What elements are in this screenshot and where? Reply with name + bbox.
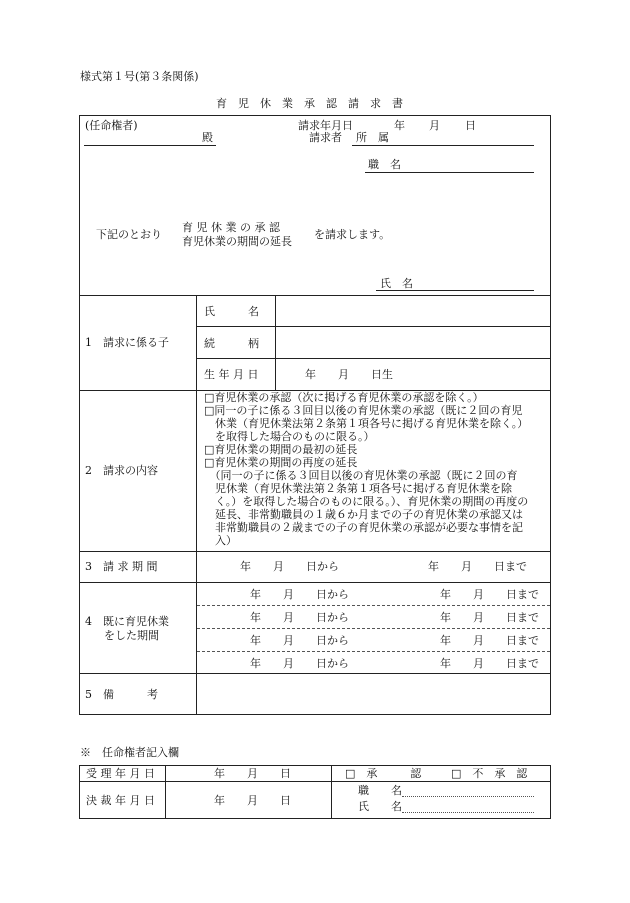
authority-section-heading: ※ 任命権者記入欄 xyxy=(80,746,179,759)
past-period-to[interactable]: 年 月 日まで xyxy=(440,588,539,601)
decision-date-label: 決 裁 年 月 日 xyxy=(86,794,155,807)
content-text-line: 入） xyxy=(204,534,237,547)
section-content-label: 2 請求の内容 xyxy=(85,464,158,477)
request-date-month[interactable]: 月 xyxy=(429,119,440,132)
affiliation-label: 所 属 xyxy=(356,131,389,144)
name-label: 氏 名 xyxy=(380,277,413,290)
section-child-label: 1 請求に係る子 xyxy=(85,336,169,349)
option-leave-approval[interactable]: 育 児 休 業 の 承 認 xyxy=(182,221,280,234)
content-text-line: 児休業（育児休業法第２条第１項各号に掲げる育児休業を除 xyxy=(204,482,512,495)
child-relation-label: 続 柄 xyxy=(204,337,259,350)
child-name-field[interactable] xyxy=(277,297,549,325)
past-period-from[interactable]: 年 月 日から xyxy=(250,588,349,601)
past-period-to[interactable]: 年 月 日まで xyxy=(440,634,539,647)
content-text-line: 休業（育児休業法第２条第１項各号に掲げる育児休業を除く。） xyxy=(204,417,529,430)
dono-label: 殿 xyxy=(202,131,213,144)
reject-checkbox[interactable]: □ 不 承 認 xyxy=(451,767,528,780)
form-number: 様式第１号(第３条関係) xyxy=(80,70,199,83)
content-text-line: く。）を取得した場合のものに限る。）、育児休業の期間の再度の xyxy=(204,495,529,508)
content-text-line: 延長、非常勤職員の１歳６か月までの子の育児休業の承認又は xyxy=(204,508,523,521)
child-birth-value[interactable]: 年 月 日生 xyxy=(305,368,393,381)
form-title: 育 児 休 業 承 認 請 求 書 xyxy=(216,97,403,110)
requester-label: 請求者 xyxy=(309,131,342,144)
content-text-line: を取得した場合のものに限る。） xyxy=(204,430,375,443)
option-leave-extension[interactable]: 育児休業の期間の延長 xyxy=(182,235,292,248)
content-text-line: 非常勤職員の２歳までの子の育児休業の承認が必要な事情を記 xyxy=(204,521,523,534)
request-date-day[interactable]: 日 xyxy=(465,119,476,132)
section-remarks-label: 5 備 考 xyxy=(85,688,158,701)
section-period-label: 3 請 求 期 間 xyxy=(85,560,158,573)
section-past-label: 4 既に育児休業 xyxy=(85,615,169,628)
authority-name-field[interactable] xyxy=(402,812,534,813)
content-option-third-approval[interactable]: □同一の子に係る３回目以後の育児休業の承認（既に２回の育児 xyxy=(204,404,523,417)
past-period-from[interactable]: 年 月 日から xyxy=(250,634,349,647)
affiliation-field[interactable] xyxy=(352,145,534,146)
request-date-label: 請求年月日 xyxy=(298,119,353,132)
child-name-label: 氏 名 xyxy=(204,305,259,318)
child-birth-label: 生 年 月 日 xyxy=(204,368,259,381)
position-label: 職 名 xyxy=(368,158,401,171)
section-past-label-line2: をした期間 xyxy=(104,629,159,642)
period-from[interactable]: 年 月 日から xyxy=(240,560,339,573)
statement-suffix: を請求します。 xyxy=(314,228,391,241)
past-period-to[interactable]: 年 月 日まで xyxy=(440,657,539,670)
remarks-field[interactable] xyxy=(198,675,548,713)
authority-label: (任命権者) xyxy=(85,119,138,132)
content-option-approval[interactable]: □育児休業の承認（次に掲げる育児休業の承認を除く。） xyxy=(204,391,484,404)
request-date-year[interactable]: 年 xyxy=(394,119,405,132)
received-date-value[interactable]: 年 月 日 xyxy=(214,767,291,780)
content-option-second-extension[interactable]: □育児休業の期間の再度の延長 xyxy=(204,456,358,469)
position-field[interactable] xyxy=(365,172,534,173)
decision-date-value[interactable]: 年 月 日 xyxy=(214,794,291,807)
period-to[interactable]: 年 月 日まで xyxy=(428,560,527,573)
past-period-from[interactable]: 年 月 日から xyxy=(250,657,349,670)
authority-name-label: 氏 名 xyxy=(358,800,402,813)
received-date-label: 受 理 年 月 日 xyxy=(86,767,155,780)
authority-position-field[interactable] xyxy=(402,796,534,797)
statement-prefix: 下記のとおり xyxy=(96,228,162,241)
past-period-from[interactable]: 年 月 日から xyxy=(250,611,349,624)
past-period-to[interactable]: 年 月 日まで xyxy=(440,611,539,624)
content-option-first-extension[interactable]: □育児休業の期間の最初の延長 xyxy=(204,443,358,456)
content-text-line: （同一の子に係る３回目以後の育児休業の承認（既に２回の育 xyxy=(204,469,518,482)
authority-position-label: 職 名 xyxy=(358,784,402,797)
child-relation-field[interactable] xyxy=(277,328,549,357)
name-field[interactable] xyxy=(376,290,534,291)
approve-checkbox[interactable]: □ 承 認 xyxy=(345,767,422,780)
